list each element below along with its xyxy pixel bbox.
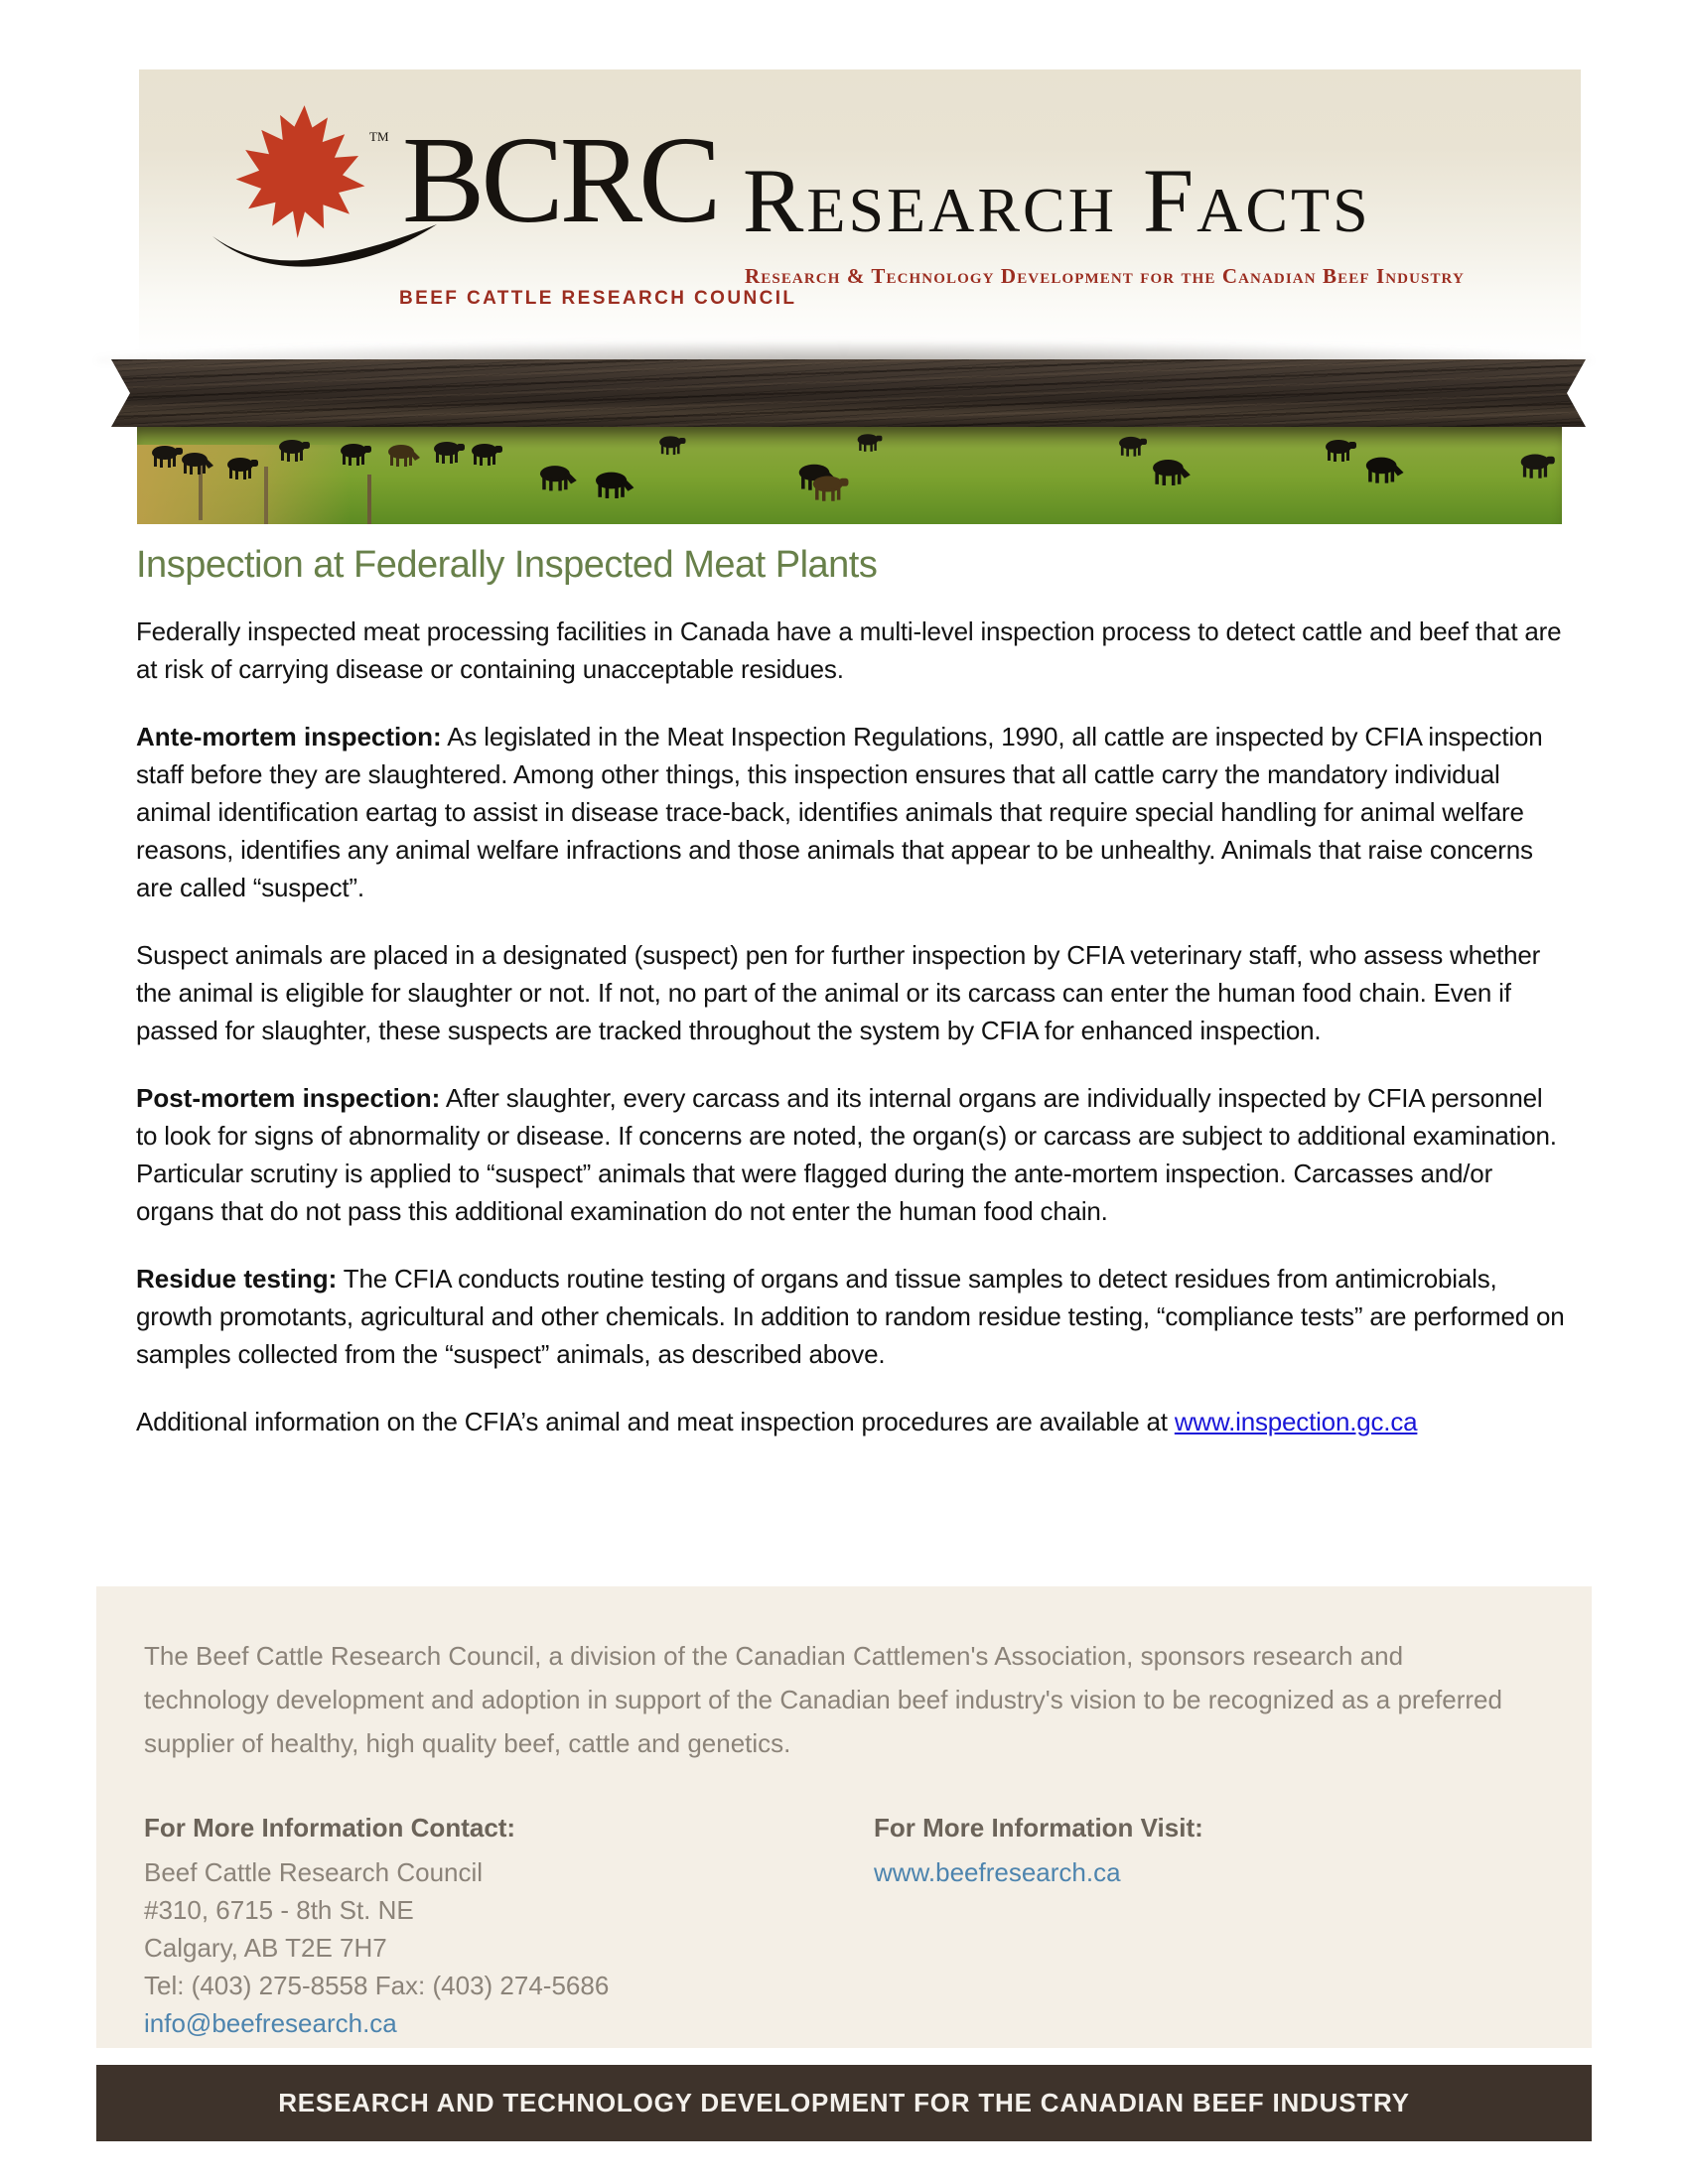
- paragraph-lead: Post-mortem inspection:: [136, 1083, 441, 1113]
- body-paragraph: [136, 1403, 1569, 1440]
- paragraph-text: As legislated in the Meat Inspection Regulations, 1990, all cattle are inspected by CFIA inspection staff before they are slaughtered. Among other things, this inspection ensures that all cattle carry the mandatory individual animal identification eartag to assist in disease trace-back, identifies animals that require special handling for animal welfare reasons, identifies any animal welfare infractions and those animals that appear to be unhealthy. Animals that raise concerns are called “suspect”.: [136, 722, 1543, 902]
- paragraph-text: After slaughter, every carcass and its internal organs are individually inspected by CFIA personnel to look for signs of abnormality or disease. If concerns are noted, the organ(s) or carcass are subject to additional examination. Particular scrutiny is applied to “suspect” animals that were flagged during the ante-mortem inspection. Carcasses and/or organs that do not pass this additional examination do not enter the human food chain.: [136, 1083, 1557, 1226]
- contact-email-link[interactable]: info@beefresearch.ca: [144, 2008, 397, 2038]
- contact-column: [144, 1813, 874, 2042]
- paragraph-lead: Residue testing:: [136, 1264, 338, 1294]
- paragraph-text: Federally inspected meat processing facilities in Canada have a multi-level inspection process to detect cattle and beef that are at risk of carrying disease or containing unacceptable residues.: [136, 616, 1562, 684]
- body-paragraph: [136, 936, 1569, 1049]
- cattle-pasture-photo: [137, 427, 1562, 524]
- beefresearch-link[interactable]: www.beefresearch.ca: [874, 1857, 1121, 1887]
- bottom-tagline-bar: [96, 2065, 1592, 2141]
- inspection-gc-ca-link[interactable]: www.inspection.gc.ca: [1174, 1407, 1418, 1436]
- publication-subtitle: Research & Technology Development for the Canadian Beef Industry: [745, 264, 1465, 288]
- paragraph-text: The CFIA conducts routine testing of organs and tissue samples to detect residues from antimicrobials, growth promotants, agricultural and other chemicals. In addition to random residue testing, “compliance tests” are performed on samples collected from the “suspect” animals, as described above.: [136, 1264, 1565, 1369]
- publication-masthead: [743, 69, 1577, 354]
- footer-columns: [144, 1813, 1529, 2042]
- contact-line: Beef Cattle Research Council: [144, 1857, 484, 1887]
- paragraph-lead: Ante-mortem inspection:: [136, 722, 442, 751]
- body-paragraph: [136, 1079, 1569, 1230]
- trademark-symbol: TM: [369, 129, 389, 144]
- about-bcrc-text: The Beef Cattle Research Council, a division of the Canadian Cattlemen's Association, sponsors research and technology development and adoption in support of the Canadian beef industry's vision to be recognized as a preferred supplier of healthy, high quality beef, cattle and genetics.: [144, 1641, 1502, 1758]
- cattle-photo-illustration: [137, 427, 1562, 524]
- logo-acronym: BCRC: [402, 112, 718, 249]
- logo-org-name: BEEF CATTLE RESEARCH COUNCIL: [399, 288, 797, 309]
- visit-column: [874, 1813, 1203, 2042]
- body-paragraph: [136, 613, 1569, 688]
- publication-title: Research Facts: [743, 150, 1371, 251]
- article-body: [136, 544, 1569, 1470]
- contact-line: Tel: (403) 275-8558 Fax: (403) 274-5686: [144, 1971, 610, 2000]
- contact-line: #310, 6715 - 8th St. NE: [144, 1895, 414, 1925]
- body-paragraph: [136, 1260, 1569, 1373]
- contact-line: Calgary, AB T2E 7H7: [144, 1933, 387, 1963]
- bcrc-logo: [199, 91, 797, 340]
- body-paragraph: [136, 718, 1569, 906]
- bottom-tagline-text: RESEARCH AND TECHNOLOGY DEVELOPMENT FOR THE CANADIAN BEEF INDUSTRY: [278, 2088, 1410, 2117]
- masthead-header: [139, 69, 1581, 354]
- page-title: Inspection at Federally Inspected Meat Plants: [136, 544, 878, 586]
- wood-ribbon-banner: [111, 359, 1586, 427]
- paragraph-text: Additional information on the CFIA’s animal and meat inspection procedures are available at: [136, 1407, 1175, 1436]
- contact-heading: For More Information Contact:: [144, 1813, 516, 1843]
- visit-heading: For More Information Visit:: [874, 1813, 1203, 1843]
- paragraph-text: Suspect animals are placed in a designated (suspect) pen for further inspection by CFIA veterinary staff, who assess whether the animal is eligible for slaughter or not. If not, no part of the animal or its carcass can enter the human food chain. Even if passed for slaughter, these suspects are tracked throughout the system by CFIA for enhanced inspection.: [136, 940, 1541, 1045]
- info-footer: [96, 1586, 1592, 2048]
